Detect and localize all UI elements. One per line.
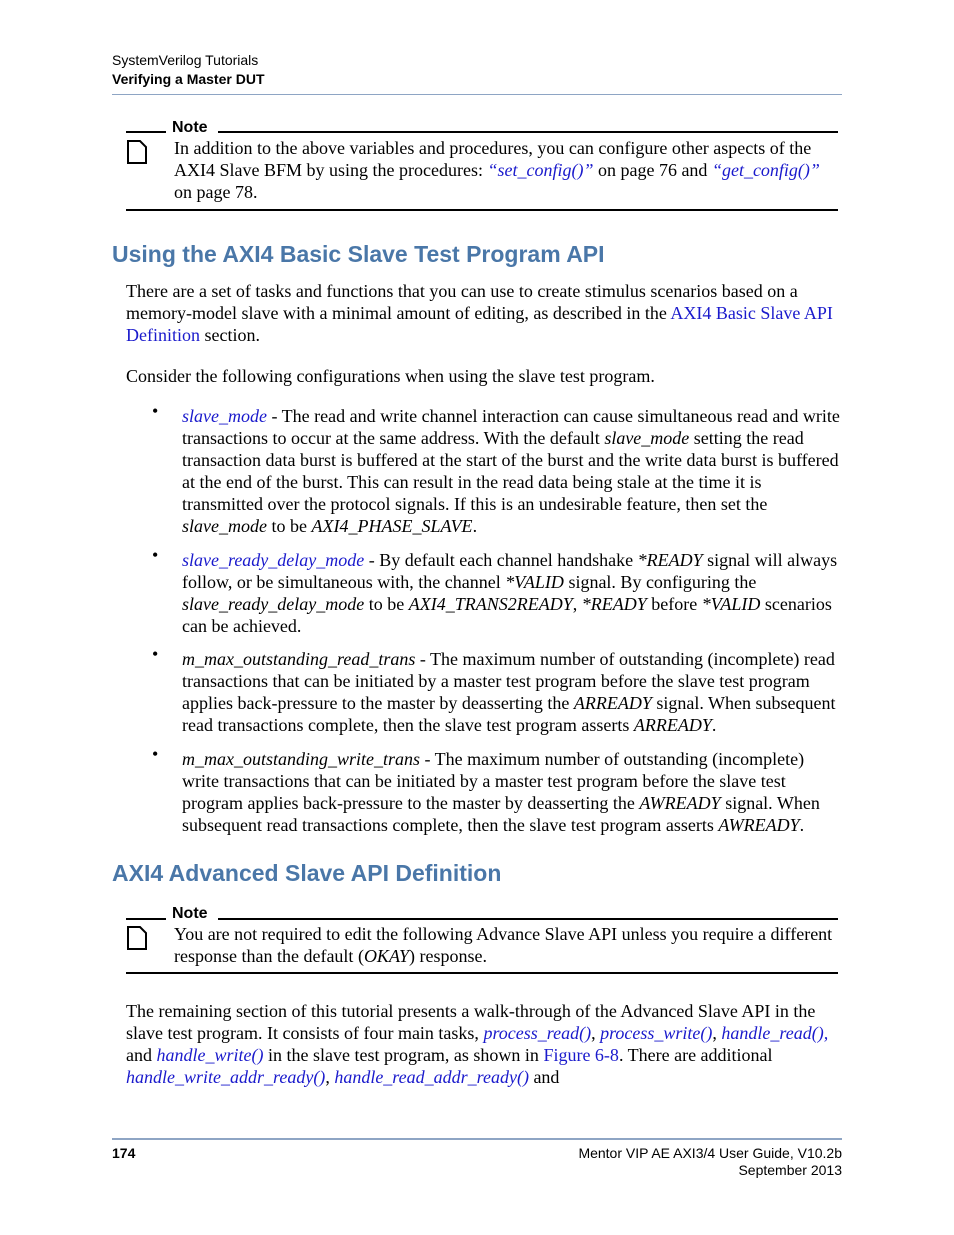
- basic-slave-api-link[interactable]: AXI4 Basic Slave API Definition: [126, 303, 833, 345]
- slave-ready-delay-mode-link[interactable]: slave_ready_delay_mode: [182, 550, 365, 570]
- bullet-marker: •: [152, 401, 159, 421]
- note-bottom-rule: [126, 972, 838, 974]
- note-text: You are not required to edit the following Advance Slave API unless you require a different response than the default (OKAY) response.: [174, 924, 833, 966]
- header-rule: [112, 94, 842, 95]
- handle-read-link[interactable]: handle_read(),: [721, 1023, 829, 1043]
- running-header-chapter: Verifying a Master DUT: [112, 71, 265, 87]
- get-config-link[interactable]: “get_config()”: [711, 160, 820, 180]
- page-number: 174: [112, 1145, 136, 1161]
- bullet-slave-ready-delay-mode: slave_ready_delay_mode - By default each channel handshake *READY signal will always follow, or be simultaneous with, the channel *VALID signal. By configuring the slave_ready_delay_mode to be AXI4_TRANS2READY, *READY before *VALID scenarios can be achieved.: [182, 550, 838, 636]
- set-config-link[interactable]: “set_config()”: [487, 160, 594, 180]
- footer-doc-title: Mentor VIP AE AXI3/4 User Guide, V10.2b: [578, 1145, 842, 1161]
- running-header-section: SystemVerilog Tutorials: [112, 52, 259, 68]
- note-rule-left: [126, 131, 166, 133]
- handle-read-addr-ready-link[interactable]: handle_read_addr_ready(): [334, 1067, 529, 1087]
- bullet-marker: •: [152, 644, 159, 664]
- note-page-icon: [127, 926, 147, 950]
- intro-paragraph: There are a set of tasks and functions that you can use to create stimulus scenarios based on a memory-model slave with a minimal amount of editing, as described in the AXI4 Basic Slave API Definition section.: [126, 281, 833, 345]
- process-read-link[interactable]: process_read(): [483, 1023, 592, 1043]
- figure-6-8-link[interactable]: Figure 6-8: [543, 1045, 619, 1065]
- note-label: Note: [172, 905, 208, 922]
- bullet-slave-mode: slave_mode - The read and write channel interaction can cause simultaneous read and write transactions to occur at the same address. With the default slave_mode setting the read transaction data burst is buffered at the start of the burst and the write data burst is buffered at the end of the burst. This can result in the read data being stale at the time it is transmitted over the protocol signals. If this is an undesirable feature, then set the slave_mode to be AXI4_PHASE_SLAVE.: [182, 406, 840, 536]
- footer-rule: [112, 1138, 842, 1140]
- handle-write-link[interactable]: handle_write(): [156, 1045, 264, 1065]
- bullet-max-outstanding-write: m_max_outstanding_write_trans - The maximum number of outstanding (incomplete) write transactions that can be initiated by a master test program before the slave test program applies back-pressure to the master by deasserting the AWREADY signal. When subsequent read transactions complete, then the slave test program asserts AWREADY.: [182, 749, 820, 835]
- handle-write-addr-ready-link[interactable]: handle_write_addr_ready(): [126, 1067, 326, 1087]
- bullet-marker: •: [152, 545, 159, 565]
- note-text: In addition to the above variables and procedures, you can configure other aspects of the AXI4 Slave BFM by using the procedures: “set_config()” on page 76 and “get_config()” on page 78.: [174, 138, 820, 202]
- footer-date: September 2013: [738, 1162, 842, 1178]
- note-rule-left: [126, 918, 166, 920]
- note-bottom-rule: [126, 209, 838, 211]
- advanced-api-paragraph: The remaining section of this tutorial presents a walk-through of the Advanced Slave API in the slave test program. It consists of four main tasks, process_read(), process_write(), handle_read(), and handle_write() in the slave test program, as shown in Figure 6-8. There are additional handle_write_addr_ready(), handle_read_addr_ready() and: [126, 1001, 829, 1087]
- configurations-paragraph: Consider the following configurations when using the slave test program.: [126, 366, 655, 386]
- note-page-icon: [127, 140, 147, 164]
- note-label: Note: [172, 119, 208, 136]
- section-heading-basic-slave: Using the AXI4 Basic Slave Test Program API: [112, 241, 605, 267]
- bullet-marker: •: [152, 744, 159, 764]
- note-rule-right: [218, 131, 838, 133]
- slave-mode-link[interactable]: slave_mode: [182, 406, 267, 426]
- section-heading-advanced-slave: AXI4 Advanced Slave API Definition: [112, 860, 502, 886]
- bullet-max-outstanding-read: m_max_outstanding_read_trans - The maximum number of outstanding (incomplete) read transactions that can be initiated by a master test program before the slave test program applies back-pressure to the master by deasserting the ARREADY signal. When subsequent read transactions complete, then the slave test program asserts ARREADY.: [182, 649, 836, 735]
- process-write-link[interactable]: process_write(): [600, 1023, 713, 1043]
- note-rule-right: [218, 918, 838, 920]
